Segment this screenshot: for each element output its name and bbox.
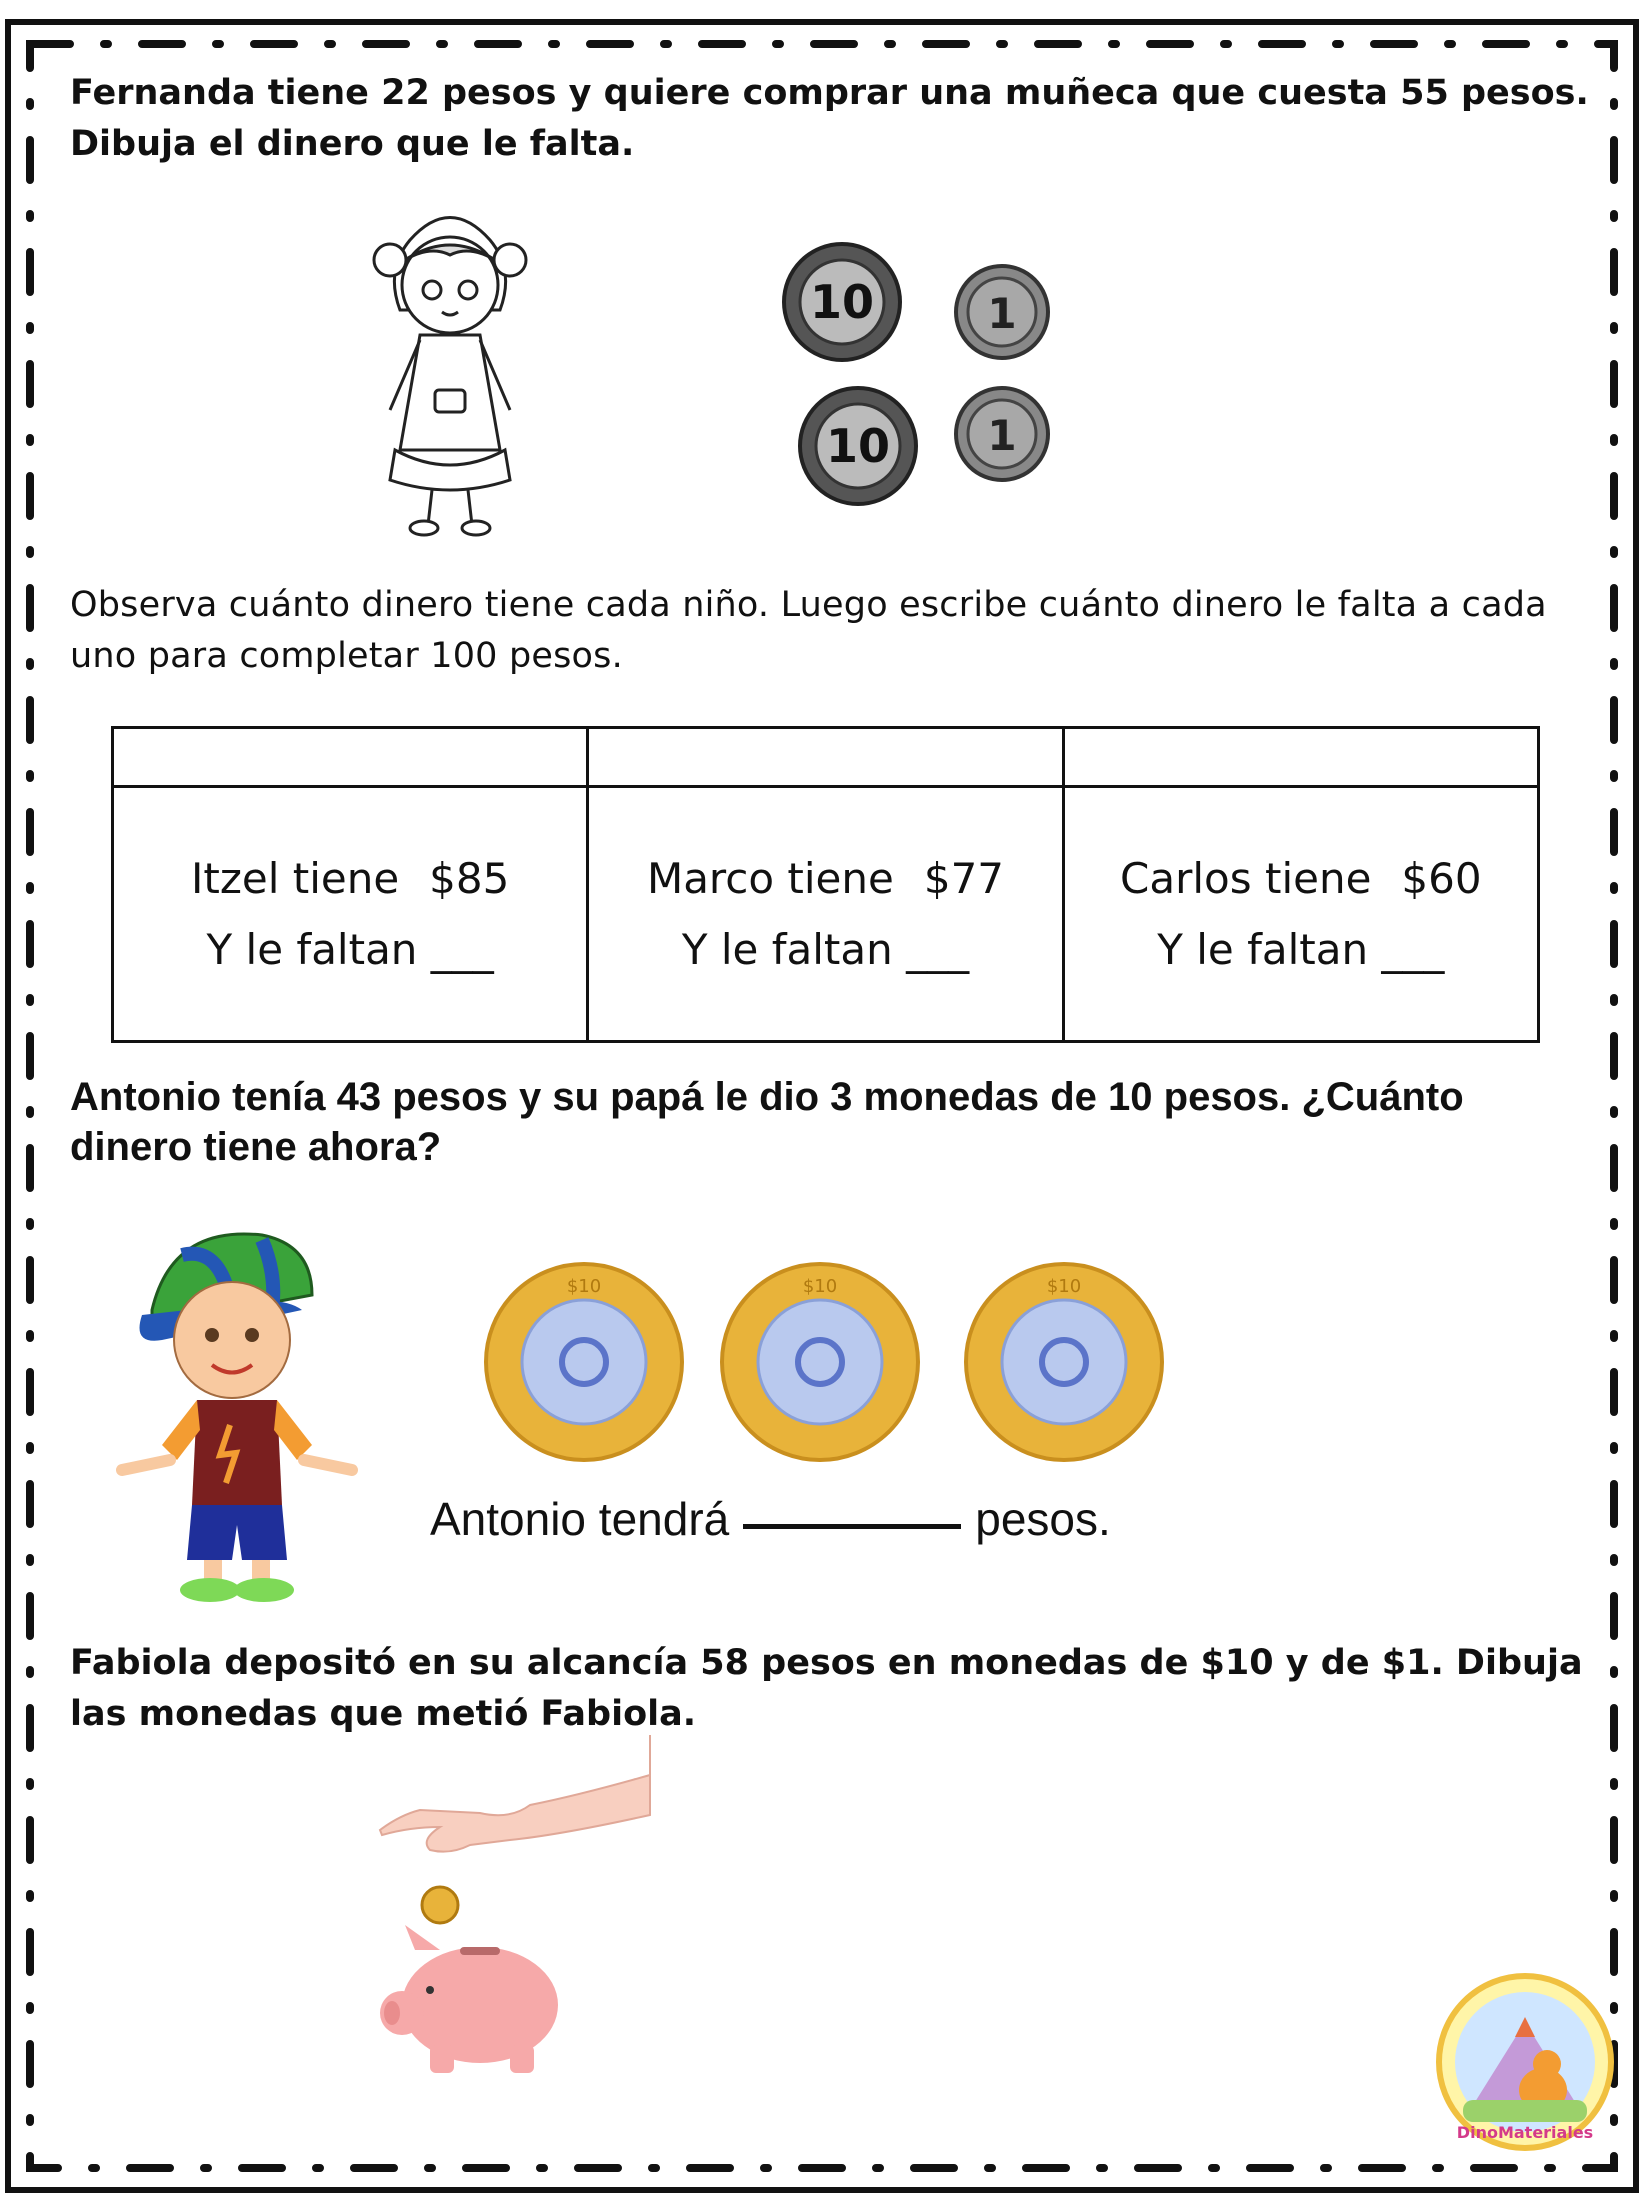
svg-text:$10: $10 (1046, 1276, 1082, 1297)
problem-doll-text: Fernanda tiene 22 pesos y quiere comprar una muñeca que cuesta 55 pesos. Dibuja el dinero que le falta. (70, 73, 1589, 164)
coin-10-pesos-icon (722, 1264, 918, 1460)
piggy-bank-illustration (360, 1735, 660, 2075)
child-amount: $60 (1401, 854, 1482, 903)
child-label: Carlos tiene (1120, 854, 1372, 903)
coin-10-icon (800, 388, 916, 504)
missing-answer[interactable]: Y le faltan ___ (206, 925, 494, 974)
coins-group-doll (770, 230, 1080, 530)
problem-antonio-text: Antonio tenía 43 pesos y su papá le dio 3 monedas de 10 pesos. ¿Cuánto dinero tiene ahora? (70, 1075, 1464, 1169)
table-cell-itzel (113, 787, 588, 1042)
child-label: Itzel tiene (190, 854, 400, 903)
problem-table-text: Observa cuánto dinero tiene cada niño. Luego escribe cuánto dinero le falta a cada uno para completar 100 pesos. (70, 585, 1547, 676)
svg-text:1: 1 (987, 411, 1017, 460)
doll-illustration (350, 200, 550, 540)
table-header-cell[interactable] (588, 728, 1063, 787)
antonio-result (430, 1492, 1111, 1546)
svg-text:10: 10 (825, 419, 891, 473)
child-amount: $77 (923, 854, 1005, 903)
coins-group-antonio (480, 1262, 1180, 1462)
table-header-cell[interactable] (113, 728, 588, 787)
table-cell-marco (588, 787, 1063, 1042)
result-before: Antonio tendrá (430, 1493, 730, 1545)
coin-10-icon (784, 244, 900, 360)
table-cell-carlos (1063, 787, 1538, 1042)
svg-text:10: 10 (809, 275, 875, 329)
child-label: Marco tiene (646, 854, 894, 903)
svg-text:1: 1 (987, 289, 1017, 338)
money-table (111, 726, 1540, 1043)
table-header-cell[interactable] (1063, 728, 1538, 787)
coin-1-icon (956, 266, 1048, 358)
missing-answer[interactable]: Y le faltan ___ (681, 925, 970, 974)
logo-badge (1435, 1972, 1615, 2152)
svg-text:$10: $10 (566, 1276, 602, 1297)
result-after: pesos. (975, 1493, 1111, 1545)
svg-text:$10: $10 (802, 1276, 838, 1297)
problem-fabiola-text: Fabiola depositó en su alcancía 58 pesos en monedas de $10 y de $1. Dibuja las monedas que metió Fabiola. (70, 1643, 1583, 1734)
child-amount: $85 (429, 854, 510, 903)
coin-10-pesos-icon (486, 1264, 682, 1460)
svg-text:DinoMateriales: DinoMateriales (1456, 2123, 1594, 2142)
coin-10-pesos-icon (966, 1264, 1162, 1460)
answer-blank[interactable] (743, 1524, 961, 1529)
boy-illustration (112, 1215, 362, 1605)
coin-1-icon (956, 388, 1048, 480)
missing-answer[interactable]: Y le faltan ___ (1157, 925, 1445, 974)
